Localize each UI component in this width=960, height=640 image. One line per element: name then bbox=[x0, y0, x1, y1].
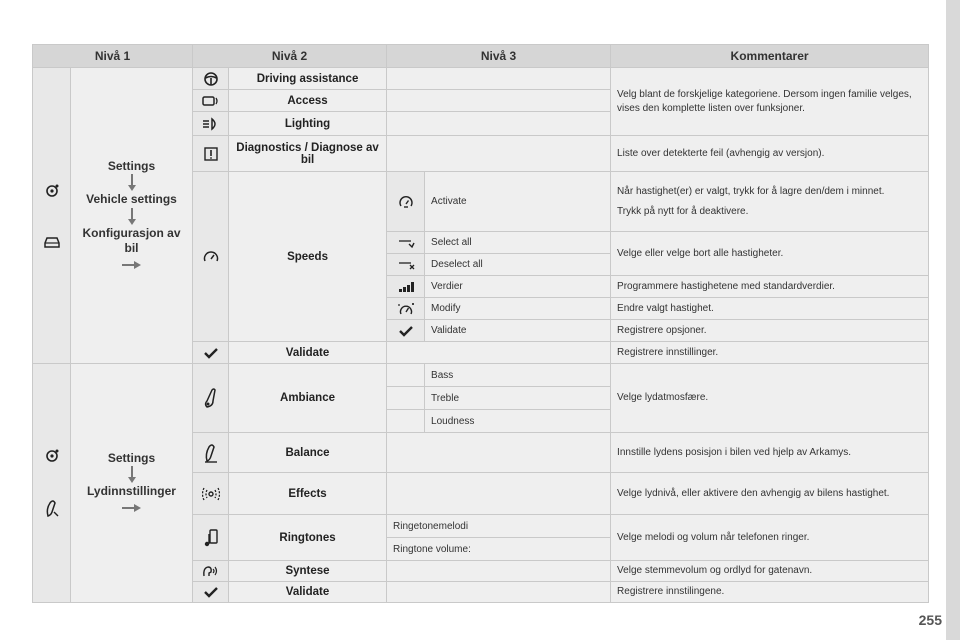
bars-values-icon bbox=[397, 281, 415, 293]
section1-level1 bbox=[71, 68, 193, 364]
arrow-down-icon bbox=[127, 466, 137, 484]
level3-treble[interactable]: Treble bbox=[425, 387, 611, 410]
header-row bbox=[33, 45, 929, 68]
steering-wheel-icon-cell bbox=[193, 68, 229, 90]
comment-activate-line1: Når hastighet(er) er valgt, trykk for å lagre den/dem i minnet. bbox=[617, 186, 885, 197]
settings-icon bbox=[44, 448, 60, 464]
speedometer-icon bbox=[203, 249, 219, 265]
section1-icons bbox=[33, 68, 71, 364]
row-bass bbox=[33, 364, 929, 387]
level2-ringtones[interactable]: Ringtones bbox=[229, 515, 387, 561]
level2-access[interactable]: Access bbox=[229, 90, 387, 112]
speedometer-activate-icon bbox=[398, 194, 414, 210]
comment-activate bbox=[611, 172, 929, 232]
balance-speaker-icon bbox=[203, 443, 219, 463]
level2-effects[interactable]: Effects bbox=[229, 473, 387, 515]
settings-icon bbox=[44, 183, 60, 199]
comment-activate-line2: Trykk på nytt for å deaktivere. bbox=[617, 205, 749, 217]
empty-cell bbox=[387, 90, 611, 112]
row-driving-assistance bbox=[33, 68, 929, 90]
activate-icon-cell bbox=[387, 172, 425, 232]
section2-level1 bbox=[71, 364, 193, 603]
section1-settings-label: Settings bbox=[107, 158, 156, 173]
level3-ringtone-volume[interactable]: Ringtone volume: bbox=[387, 538, 611, 561]
level3-modify[interactable]: Modify bbox=[425, 298, 611, 320]
settings-table bbox=[32, 44, 929, 603]
arrow-down-icon bbox=[127, 174, 137, 192]
effects-sound-icon bbox=[202, 486, 220, 502]
header-level1: Nivå 1 bbox=[33, 45, 193, 68]
level3-validate[interactable]: Validate bbox=[425, 320, 611, 342]
comment-categories: Velg blant de forskjelige kategoriene. Dersom ingen familie velges, vises den komplette listen over funksjoner. bbox=[611, 68, 929, 136]
level3-verdier[interactable]: Verdier bbox=[425, 276, 611, 298]
comment-validate-2: Registrere innstilingene. bbox=[611, 582, 929, 603]
comment-syntese: Velge stemmevolum og ordlyd for gatenavn. bbox=[611, 561, 929, 582]
empty-cell bbox=[387, 387, 425, 410]
comment-validate: Registrere innstillinger. bbox=[611, 342, 929, 364]
comment-verdier: Programmere hastighetene med standardverdier. bbox=[611, 276, 929, 298]
deselect-all-icon-cell bbox=[387, 254, 425, 276]
arrow-down-icon bbox=[127, 208, 137, 226]
comment-modify: Endre valgt hastighet. bbox=[611, 298, 929, 320]
checkmark-icon bbox=[204, 347, 218, 359]
deselect-all-icon bbox=[397, 259, 415, 271]
steering-wheel-icon bbox=[203, 71, 219, 87]
car-icon bbox=[43, 235, 61, 249]
checkmark-icon bbox=[204, 586, 218, 598]
level3-loudness[interactable]: Loudness bbox=[425, 410, 611, 433]
comment-ambiance: Velge lydatmosfære. bbox=[611, 364, 929, 433]
empty-cell bbox=[387, 582, 611, 603]
effects-icon-cell bbox=[193, 473, 229, 515]
empty-cell bbox=[387, 473, 611, 515]
comment-balance: Innstille lydens posisjon i bilen ved hjelp av Arkamys. bbox=[611, 433, 929, 473]
access-icon-cell bbox=[193, 90, 229, 112]
empty-cell bbox=[387, 561, 611, 582]
empty-cell bbox=[387, 68, 611, 90]
level2-driving-assistance[interactable]: Driving assistance bbox=[229, 68, 387, 90]
empty-cell bbox=[387, 136, 611, 172]
sound-icon bbox=[44, 500, 60, 518]
header-level3: Nivå 3 bbox=[387, 45, 611, 68]
voice-synthesis-icon bbox=[202, 564, 220, 578]
comment-validate-inner: Registrere opsjoner. bbox=[611, 320, 929, 342]
level3-deselect-all[interactable]: Deselect all bbox=[425, 254, 611, 276]
validate2-icon-cell bbox=[193, 582, 229, 603]
header-comments: Kommentarer bbox=[611, 45, 929, 68]
speedometer-modify-icon bbox=[397, 302, 415, 316]
level2-validate[interactable]: Validate bbox=[229, 342, 387, 364]
ringtone-phone-icon bbox=[203, 528, 219, 548]
comment-diagnostics: Liste over detekterte feil (avhengig av versjon). bbox=[611, 136, 929, 172]
empty-cell bbox=[387, 112, 611, 136]
comment-ringtones: Velge melodi og volum når telefonen ringer. bbox=[611, 515, 929, 561]
section1-konfigurasjon-label: Konfigurasjon av bil bbox=[82, 225, 181, 256]
diagnostics-icon-cell bbox=[193, 136, 229, 172]
verdier-icon-cell bbox=[387, 276, 425, 298]
level2-balance[interactable]: Balance bbox=[229, 433, 387, 473]
select-all-icon-cell bbox=[387, 232, 425, 254]
headlight-icon bbox=[202, 117, 220, 131]
ringtones-icon-cell bbox=[193, 515, 229, 561]
speeds-icon-cell bbox=[193, 172, 229, 342]
select-all-icon bbox=[397, 237, 415, 249]
syntese-icon-cell bbox=[193, 561, 229, 582]
level2-speeds[interactable]: Speeds bbox=[229, 172, 387, 342]
comment-select: Velge eller velge bort alle hastigheter. bbox=[611, 232, 929, 276]
level3-activate[interactable]: Activate bbox=[425, 172, 611, 232]
header-level2: Nivå 2 bbox=[193, 45, 387, 68]
empty-cell bbox=[387, 364, 425, 387]
empty-cell bbox=[387, 410, 425, 433]
arrow-right-icon bbox=[122, 260, 142, 270]
page-number: 255 bbox=[918, 612, 942, 628]
empty-cell bbox=[387, 433, 611, 473]
level2-diagnostics[interactable]: Diagnostics / Diagnose av bil bbox=[229, 136, 387, 172]
validate-inner-icon-cell bbox=[387, 320, 425, 342]
key-card-icon bbox=[202, 94, 220, 108]
section1-vehicle-settings-label: Vehicle settings bbox=[86, 192, 177, 207]
lighting-icon-cell bbox=[193, 112, 229, 136]
modify-icon-cell bbox=[387, 298, 425, 320]
diagnostics-icon bbox=[203, 146, 219, 162]
level3-bass[interactable]: Bass bbox=[425, 364, 611, 387]
section2-icons bbox=[33, 364, 71, 603]
level3-ringtone-melody[interactable]: Ringetonemelodi bbox=[387, 515, 611, 538]
level2-syntese[interactable]: Syntese bbox=[229, 561, 387, 582]
level3-select-all[interactable]: Select all bbox=[425, 232, 611, 254]
section2-sound-settings-label: Lydinnstillinger bbox=[87, 484, 176, 499]
ambiance-guitar-icon bbox=[203, 387, 219, 409]
balance-icon-cell bbox=[193, 433, 229, 473]
empty-cell bbox=[387, 342, 611, 364]
validate-icon-cell bbox=[193, 342, 229, 364]
level2-lighting[interactable]: Lighting bbox=[229, 112, 387, 136]
ambiance-icon-cell bbox=[193, 364, 229, 433]
level2-validate-2[interactable]: Validate bbox=[229, 582, 387, 603]
comment-effects: Velge lydnivå, eller aktivere den avhengig av bilens hastighet. bbox=[611, 473, 929, 515]
page-edge-bar bbox=[946, 0, 960, 640]
checkmark-icon bbox=[399, 325, 413, 337]
level2-ambiance[interactable]: Ambiance bbox=[229, 364, 387, 433]
section2-settings-label: Settings bbox=[107, 450, 156, 465]
arrow-right-icon bbox=[122, 503, 142, 513]
